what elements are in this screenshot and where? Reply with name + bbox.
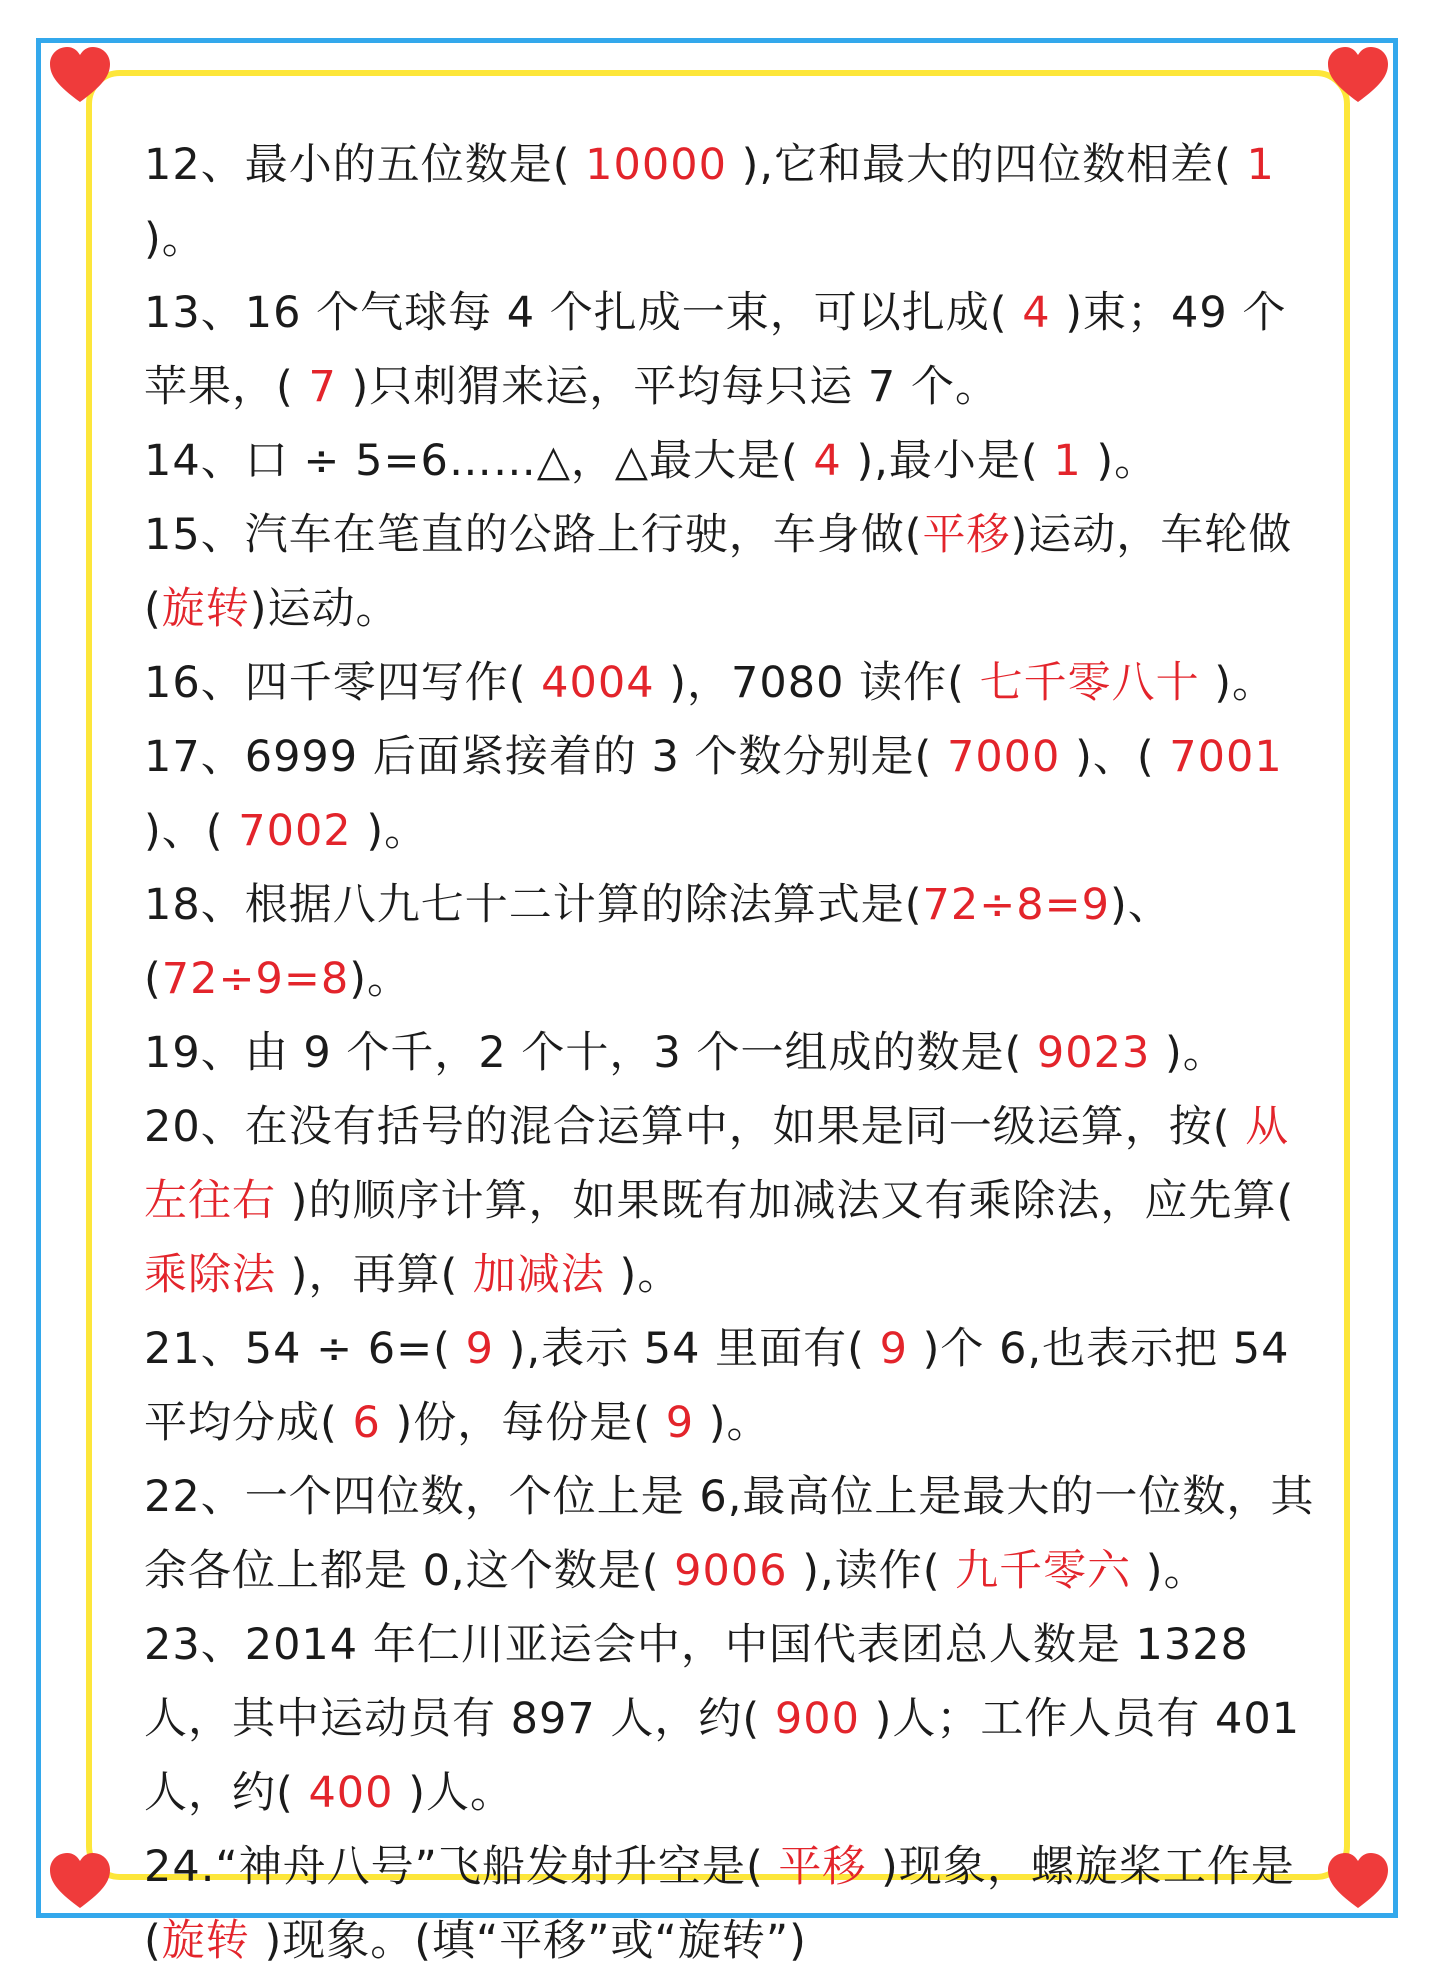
answer: 7 <box>308 362 337 412</box>
question-text: )现象，螺旋桨工作是( <box>144 1842 1295 1966</box>
question-text: 23、2014 年仁川亚运会中，中国代表团总人数是 1328 人，其中运动员有 897 人，约( <box>144 1620 1249 1744</box>
question-24 <box>144 1830 1324 1978</box>
question-text: 24.“神舟八号”飞船发射升空是( <box>144 1842 779 1892</box>
question-text: )。 <box>1199 658 1277 708</box>
question-text: )个 6,也表示把 54 平均分成( <box>144 1324 1290 1448</box>
answer: 7001 <box>1169 732 1283 782</box>
answer: 4 <box>1022 288 1051 338</box>
question-text: )。 <box>1081 436 1159 486</box>
question-text: )。 <box>1131 1546 1208 1596</box>
answer: 1 <box>1053 436 1082 486</box>
question-list <box>144 128 1324 1978</box>
question-text: )份，每份是( <box>380 1398 666 1448</box>
answer: 旋转 <box>161 1916 250 1966</box>
answer: 九千零六 <box>955 1546 1132 1596</box>
question-22 <box>144 1460 1324 1608</box>
heart-icon <box>1326 1850 1390 1914</box>
question-text: 12、最小的五位数是( <box>144 140 586 190</box>
answer: 平移 <box>778 1842 867 1892</box>
answer: 7002 <box>238 806 352 856</box>
question-text: )。 <box>604 1250 682 1300</box>
question-21 <box>144 1312 1324 1460</box>
question-text: 15、汽车在笔直的公路上行驶，车身做( <box>144 510 923 560</box>
question-text: )只刺猬来运，平均每只运 7 个。 <box>336 362 999 412</box>
heart-icon <box>48 44 112 108</box>
question-text: 22、一个四位数，个位上是 6,最高位上是最大的一位数，其余各位上都是 0,这个数是( <box>144 1472 1315 1596</box>
question-text: )人；工作人员有 401 人，约( <box>144 1694 1301 1818</box>
question-text: ),读作( <box>787 1546 956 1596</box>
answer: 9023 <box>1036 1028 1151 1078</box>
question-16 <box>144 646 1324 720</box>
question-text: )人。 <box>393 1768 514 1818</box>
question-text: ),它和最大的四位数相差( <box>726 140 1247 190</box>
answer: 9 <box>465 1324 494 1374</box>
question-text: )。 <box>349 954 412 1004</box>
answer: 1 <box>1246 140 1275 190</box>
question-text: )束；49 个苹果，( <box>144 288 1287 412</box>
question-13 <box>144 276 1324 424</box>
answer: 9006 <box>674 1546 788 1596</box>
question-18 <box>144 868 1324 1016</box>
question-14 <box>144 424 1324 498</box>
question-text: ),最小是( <box>841 436 1054 486</box>
question-text: )，7080 读作( <box>654 658 980 708</box>
question-17 <box>144 720 1324 868</box>
question-text: )，再算( <box>276 1250 473 1300</box>
answer: 平移 <box>922 510 1011 560</box>
question-text: )。 <box>351 806 429 856</box>
answer: 旋转 <box>161 584 250 634</box>
answer: 七千零八十 <box>979 658 1200 708</box>
question-text: )运动。 <box>249 584 400 634</box>
question-12 <box>144 128 1324 276</box>
question-text: )运动，车轮做( <box>144 510 1293 634</box>
answer: 400 <box>308 1768 394 1818</box>
heart-icon <box>1326 44 1390 108</box>
question-text: ),表示 54 里面有( <box>494 1324 880 1374</box>
question-text: )。 <box>694 1398 771 1448</box>
answer: 4004 <box>541 658 655 708</box>
answer: 900 <box>774 1694 860 1744</box>
answer: 4 <box>813 436 842 486</box>
question-text: 17、6999 后面紧接着的 3 个数分别是( <box>144 732 947 782</box>
question-text: )、( <box>144 806 239 856</box>
question-20 <box>144 1090 1324 1312</box>
answer: 乘除法 <box>144 1250 276 1300</box>
question-19 <box>144 1016 1324 1090</box>
answer: 72÷8=9 <box>922 880 1110 930</box>
answer: 加减法 <box>472 1250 605 1300</box>
question-text: 19、由 9 个千，2 个十，3 个一组成的数是( <box>144 1028 1037 1078</box>
heart-icon <box>48 1850 112 1914</box>
answer: 7000 <box>946 732 1061 782</box>
question-text: )。 <box>144 214 206 264</box>
question-text: )现象。(填“平移”或“旋转”) <box>249 1916 807 1966</box>
question-text: )。 <box>1150 1028 1227 1078</box>
answer: 9 <box>665 1398 695 1448</box>
answer: 10000 <box>585 140 727 190</box>
question-text: 21、54 ÷ 6=( <box>144 1324 466 1374</box>
answer: 从左往右 <box>144 1102 1290 1226</box>
question-text: )、( <box>144 880 1172 1004</box>
answer: 9 <box>879 1324 908 1374</box>
question-text: 16、四千零四写作( <box>144 658 542 708</box>
question-text: 13、16 个气球每 4 个扎成一束，可以扎成( <box>144 288 1023 338</box>
answer: 72÷9=8 <box>161 954 350 1004</box>
question-text: )的顺序计算，如果既有加减法又有乘除法，应先算( <box>276 1176 1295 1226</box>
question-text: )、( <box>1060 732 1170 782</box>
answer: 6 <box>352 1398 381 1448</box>
question-23 <box>144 1608 1324 1830</box>
question-15 <box>144 498 1324 646</box>
question-text: 18、根据八九七十二计算的除法算式是( <box>144 880 923 930</box>
question-text: 20、在没有括号的混合运算中，如果是同一级运算，按( <box>144 1102 1246 1152</box>
question-text: 14、口 ÷ 5=6……△，△最大是( <box>144 436 814 486</box>
